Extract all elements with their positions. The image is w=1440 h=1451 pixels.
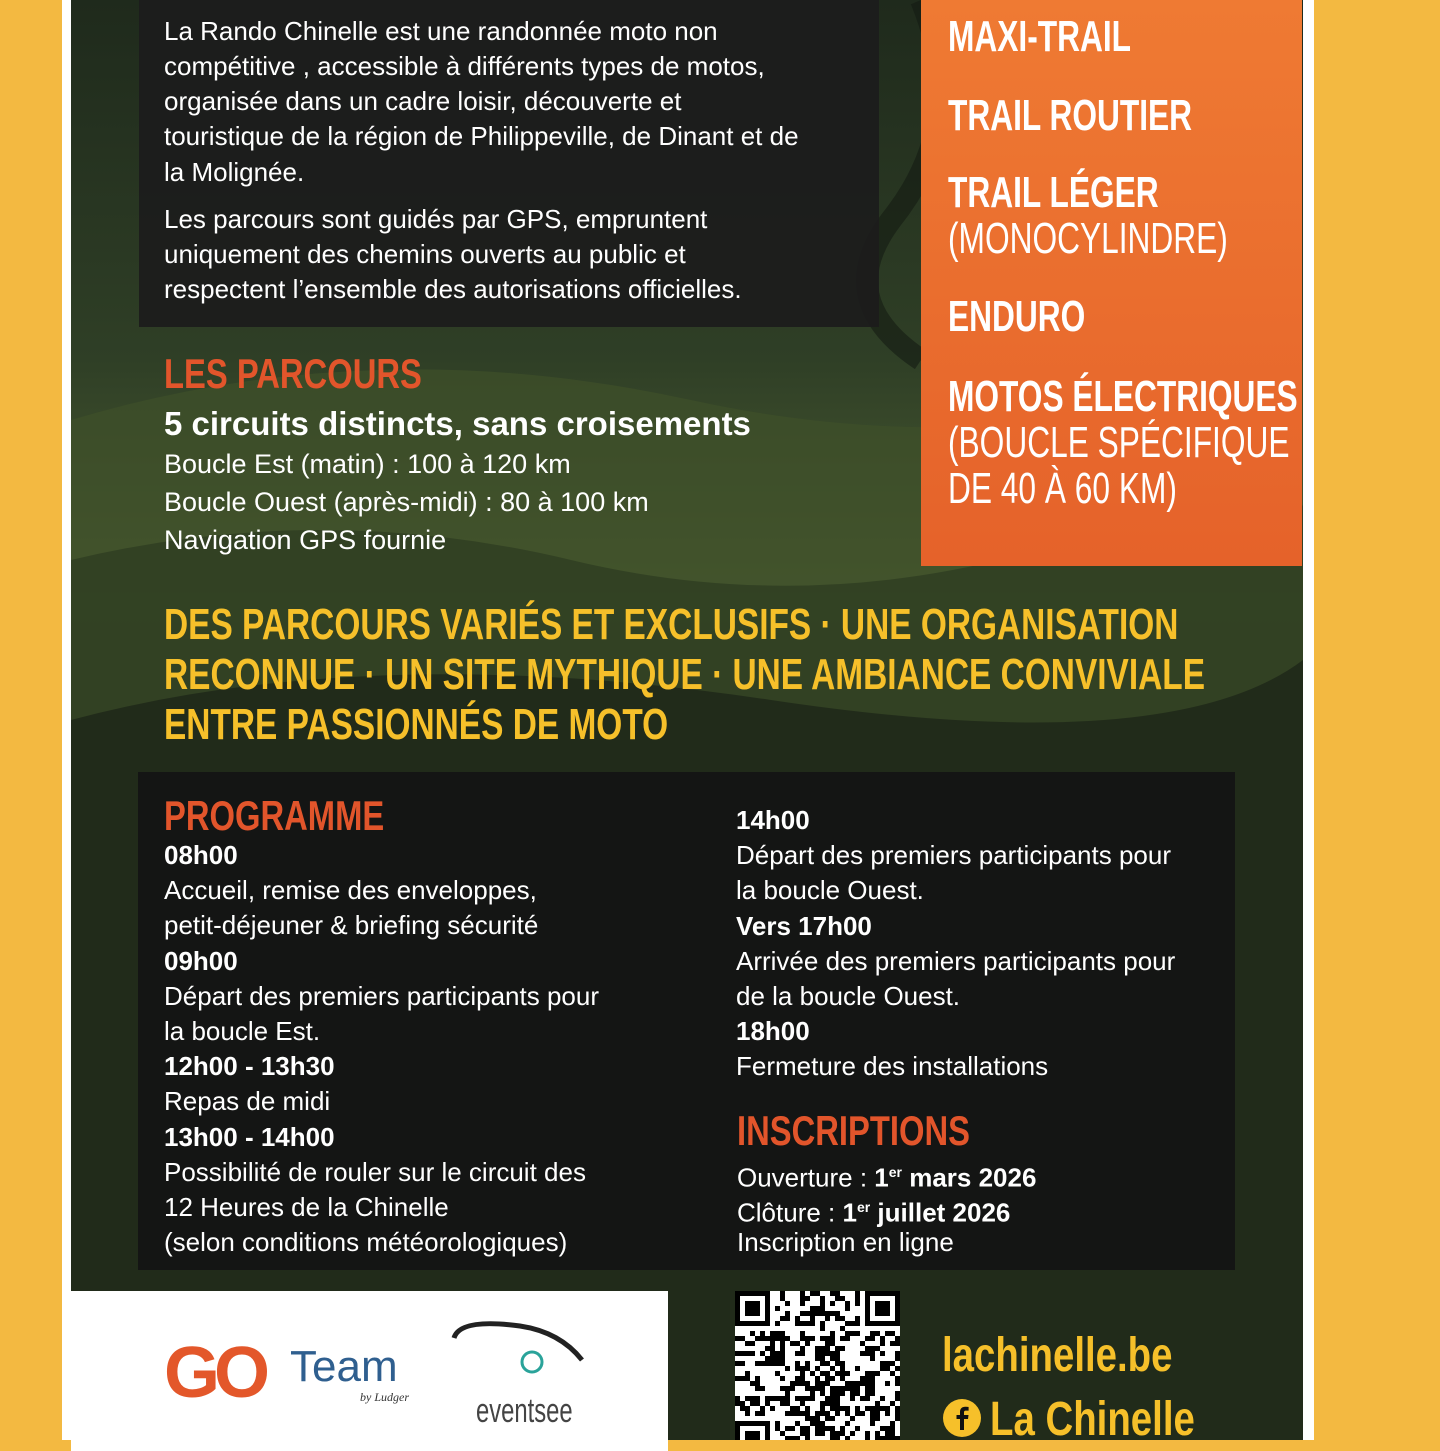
programme-description: la boucle Est. [164, 1016, 321, 1046]
programme-description: Repas de midi [164, 1086, 331, 1117]
intro-line: respectent l’ensemble des autorisations officielles. [164, 274, 742, 304]
programme-time: 09h00 [164, 945, 238, 976]
programme-description: Arrivée des premiers participants pour [736, 945, 1176, 976]
goteam-go: GO [164, 1333, 265, 1413]
intro-line: organisée dans un cadre loisir, découverte et [164, 86, 682, 116]
goteam-logo[interactable] [164, 1333, 424, 1418]
programme-time: 14h00 [736, 805, 810, 835]
programme-time: 18h00 [736, 1016, 810, 1047]
category-item [948, 374, 1298, 512]
goteam-team: Team [290, 1342, 398, 1391]
slogan-line-wrap [164, 700, 827, 750]
category-title: TRAIL ROUTIER [948, 91, 1193, 140]
parcours-subheading: 5 circuits distincts, sans croisements [164, 405, 751, 442]
category-title: MAXI-TRAIL [948, 12, 1132, 61]
programme-description: Accueil, remise des enveloppes, [164, 875, 537, 906]
programme-description: Départ des premiers participants pour [164, 980, 599, 1011]
programme-description: Départ des premiers participants pour [736, 840, 1171, 871]
category-title: ENDURO [948, 292, 1086, 341]
intro-line: touristique de la région de Philippeville, de Dinant et de [164, 121, 799, 151]
inscriptions-online: Inscription en ligne [737, 1227, 954, 1257]
category-item [948, 93, 1192, 139]
opening-day: 1 [874, 1162, 889, 1193]
programme-description: Possibilité de rouler sur le circuit des [164, 1156, 586, 1187]
slogan-line: RECONNUE · UN SITE MYTHIQUE · UNE AMBIANCE CONVIVIALE [164, 650, 1206, 699]
slogan-line: ENTRE PASSIONNÉS DE MOTO [164, 700, 669, 749]
programme-time: 08h00 [164, 840, 238, 870]
intro-line: Les parcours sont guidés par GPS, empruntent [164, 204, 708, 234]
category-item [948, 14, 1131, 60]
eventsee-swoosh-icon [450, 1318, 590, 1388]
qr-code-icon [735, 1291, 900, 1440]
opening-label: Ouverture : [737, 1162, 875, 1193]
programme-time: 12h00 - 13h30 [164, 1051, 335, 1082]
category-item [948, 170, 1228, 262]
closing-label: Clôture : [737, 1197, 843, 1228]
slogan-line-wrap [164, 650, 1440, 700]
programme-description: (selon conditions météorologiques) [164, 1227, 568, 1258]
intro-line: La Rando Chinelle est une randonnée moto non [164, 16, 718, 46]
slogan-line-wrap [164, 600, 1440, 650]
programme-description: de la boucle Ouest. [736, 981, 961, 1011]
eventsee-logo[interactable] [450, 1318, 590, 1433]
programme-description: 12 Heures de la Chinelle [164, 1192, 449, 1222]
parcours-heading-wrap [164, 350, 495, 398]
opening-date: mars 2026 [901, 1162, 1037, 1193]
closing-day: 1 [842, 1197, 857, 1228]
category-subtitle: (BOUCLE SPÉCIFIQUE [948, 418, 1290, 467]
category-item [948, 294, 1085, 340]
programme-time: 13h00 - 14h00 [164, 1121, 335, 1152]
eventsee-text: eventsee [476, 1392, 573, 1430]
intro-line: compétitive , accessible à différents types de motos, [164, 51, 765, 81]
category-subtitle: DE 40 À 60 KM) [948, 464, 1177, 513]
programme-heading-wrap [164, 792, 446, 840]
website-wrap[interactable] [942, 1328, 1230, 1383]
intro-line: uniquement des chemins ouverts au public et [164, 239, 686, 269]
programme-description: la boucle Ouest. [736, 875, 924, 906]
parcours-line: Boucle Ouest (après-midi) : 80 à 100 km [164, 487, 649, 517]
category-subtitle: (MONOCYLINDRE) [948, 214, 1228, 263]
goteam-by: by Ludger [360, 1390, 409, 1404]
parcours-heading: LES PARCOURS [164, 350, 422, 397]
intro-line: la Molignée. [164, 157, 305, 187]
inscriptions-heading-wrap [737, 1107, 1036, 1155]
closing-date: juillet 2026 [870, 1197, 1011, 1228]
parcours-line: Boucle Est (matin) : 100 à 120 km [164, 449, 571, 479]
opening-sup: er [888, 1164, 902, 1180]
qr-code[interactable] [735, 1291, 900, 1440]
programme-description: petit-déjeuner & briefing sécurité [164, 910, 539, 941]
programme-description: Fermeture des installations [736, 1051, 1049, 1082]
programme-heading: PROGRAMME [164, 792, 385, 839]
closing-sup: er [856, 1199, 871, 1215]
website-link[interactable]: lachinelle.be [942, 1329, 1173, 1382]
inscriptions-heading: INSCRIPTIONS [737, 1107, 970, 1154]
category-title: MOTOS ÉLECTRIQUES [948, 372, 1298, 421]
programme-time: Vers 17h00 [736, 910, 872, 941]
category-title: TRAIL LÉGER [948, 168, 1159, 217]
slogan-line: DES PARCOURS VARIÉS ET EXCLUSIFS · UNE ORGANISATION [164, 600, 1179, 649]
facebook-link[interactable]: La Chinelle [990, 1393, 1195, 1446]
parcours-line: Navigation GPS fournie [164, 525, 447, 555]
facebook-icon [942, 1398, 982, 1438]
